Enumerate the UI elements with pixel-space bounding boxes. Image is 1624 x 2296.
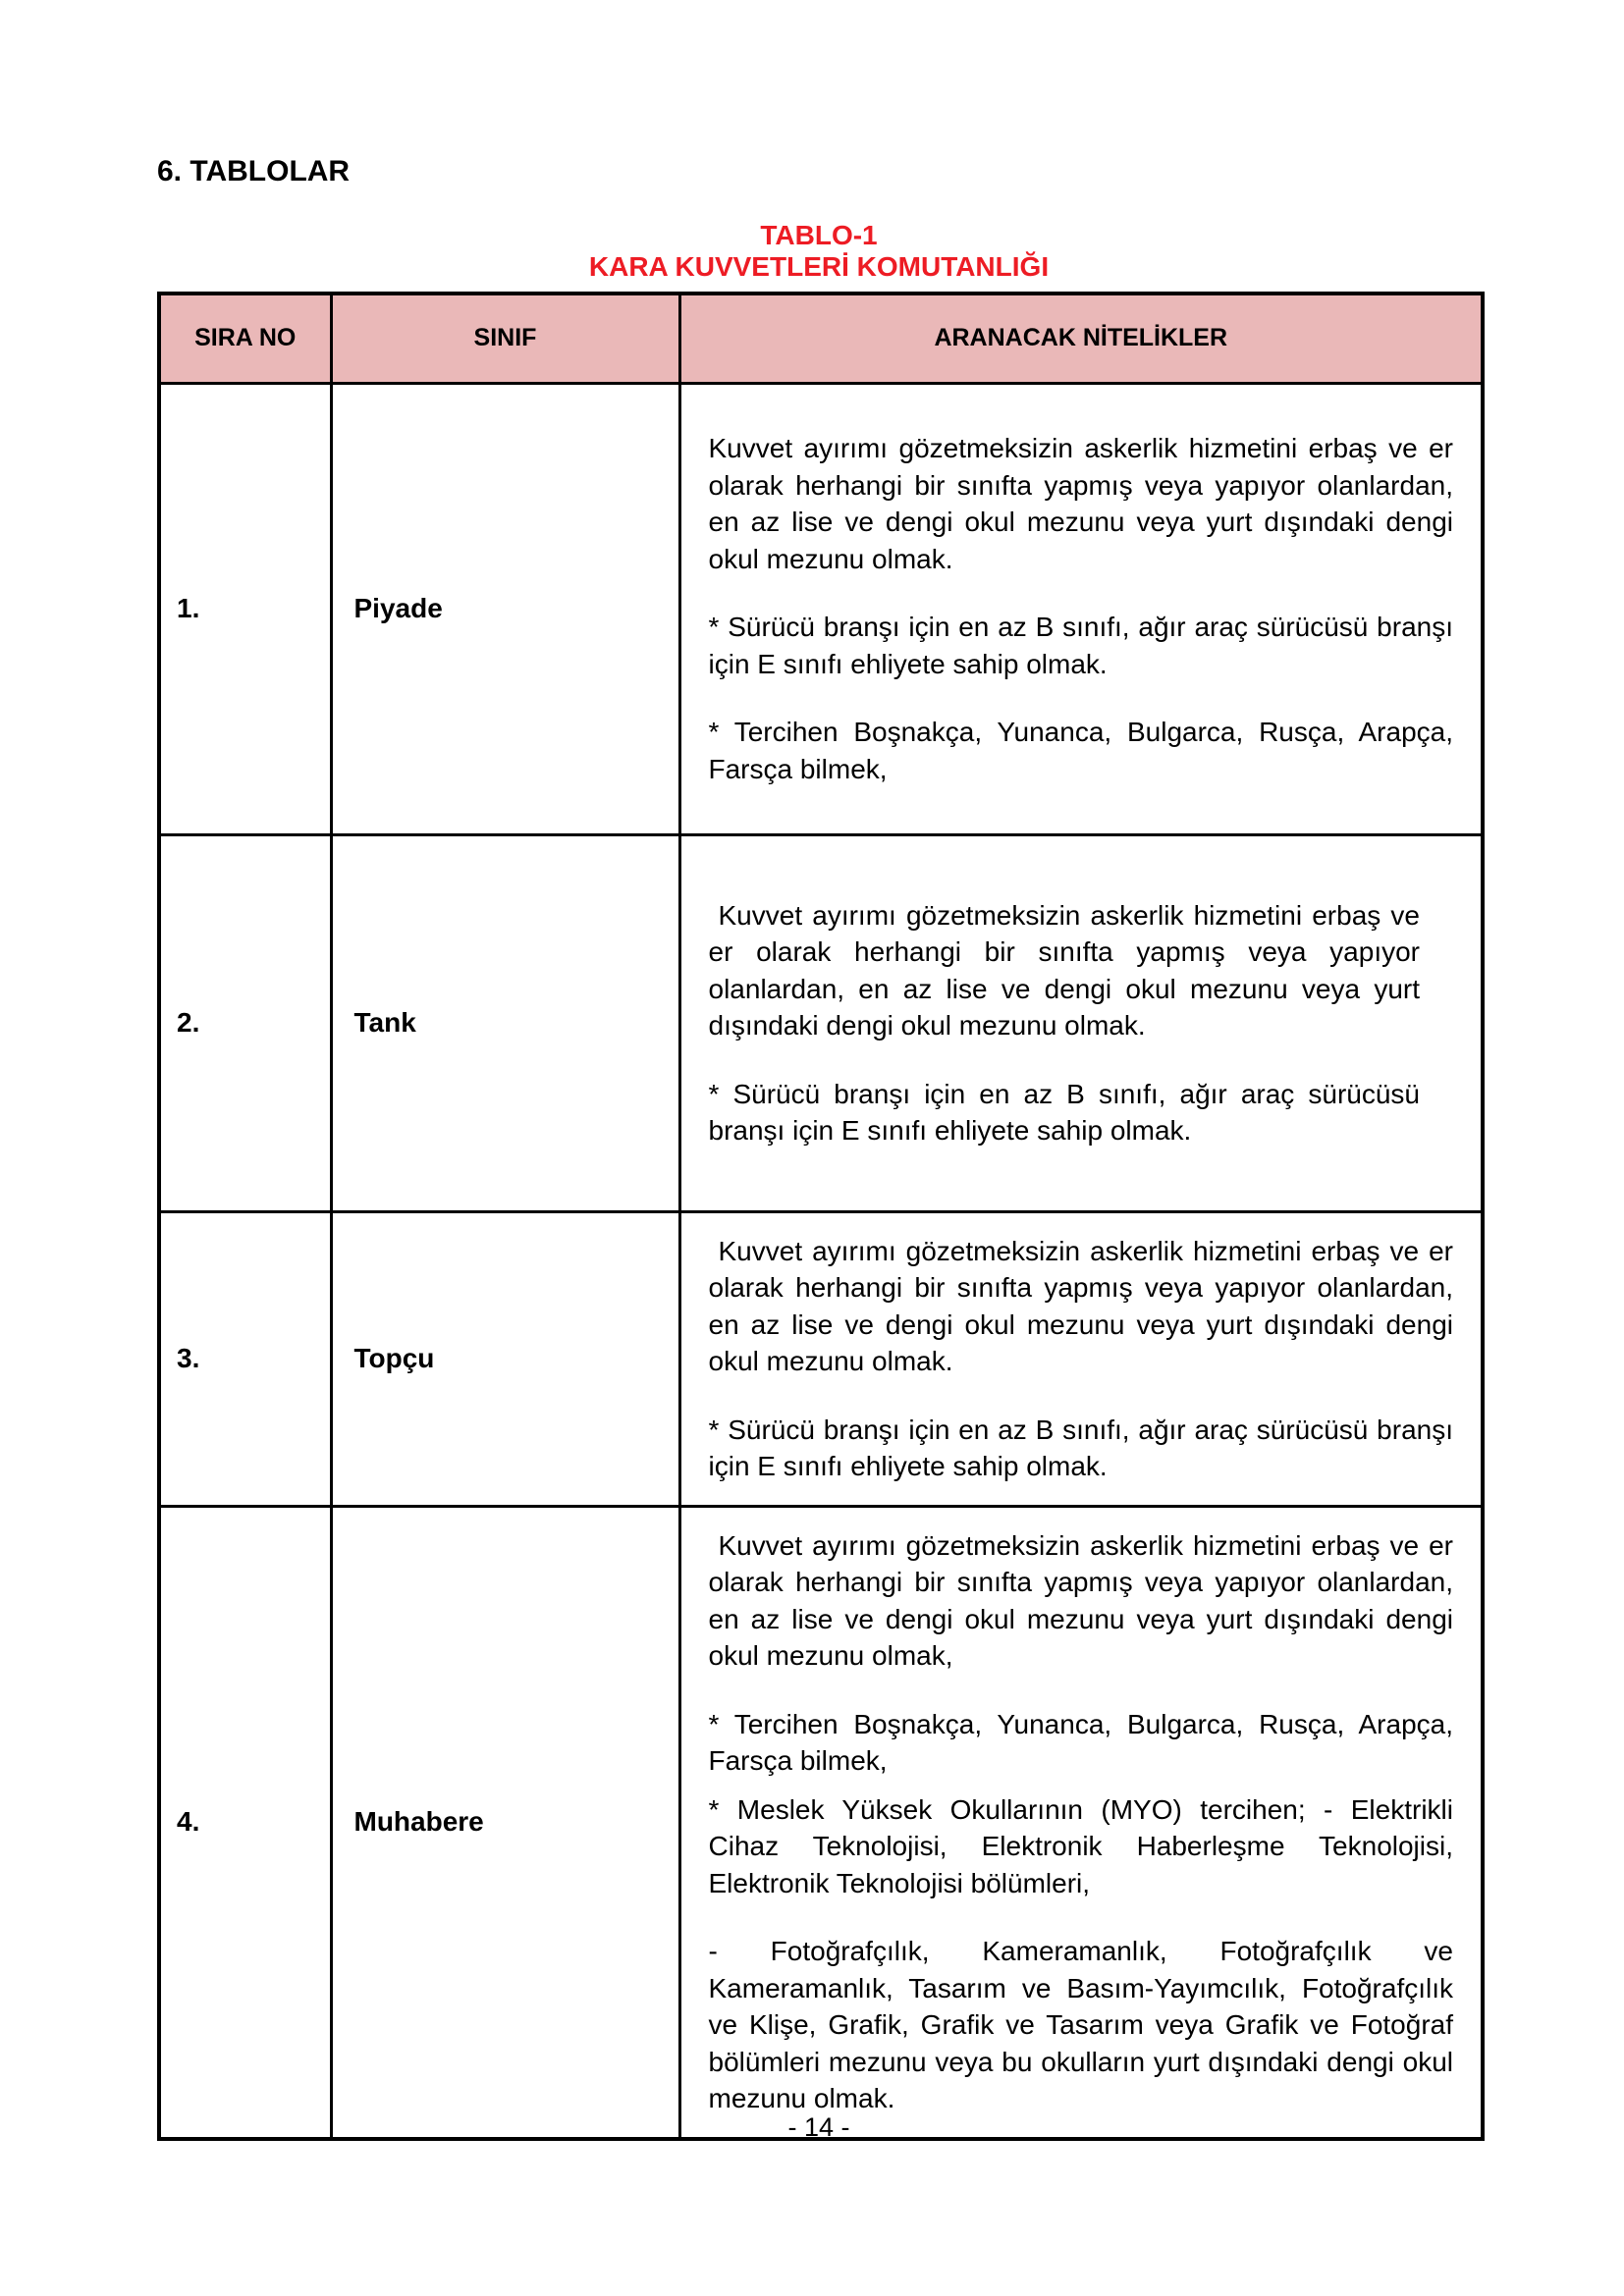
sira-no-cell: 1. <box>159 383 331 834</box>
sira-no-cell: 3. <box>159 1211 331 1506</box>
sira-no-cell: 4. <box>159 1506 331 2139</box>
paragraph: - Fotoğrafçılık, Kameramanlık, Fotoğrafçılık ve Kameramanlık, Tasarım ve Basım-Yayımcılık, Fotoğrafçılık ve Klişe, Grafik, Grafik ve Tasarım veya Grafik ve Fotoğraf bölümleri mezunu veya bu okulların yurt dışındaki dengi okul mezunu olmak. <box>708 1936 1453 2113</box>
table-title <box>157 220 1481 283</box>
paragraph: Kuvvet ayırımı gözetmeksizin askerlik hizmetini erbaş ve er olarak herhangi bir sınıfta yapmış veya yapıyor olanlardan, en az lise ve dengi okul mezunu veya yurt dışındaki dengi okul mezunu olmak, <box>708 1529 1453 1671</box>
paragraph: Kuvvet ayırımı gözetmeksizin askerlik hizmetini erbaş ve er olarak herhangi bir sınıfta yapmış veya yapıyor olanlardan, en az lise ve dengi okul mezunu veya yurt dışındaki dengi okul mezunu olmak. <box>708 433 1453 574</box>
sinif-cell: Muhabere <box>331 1506 679 2139</box>
kkk-table <box>157 292 1485 2141</box>
sinif-cell: Tank <box>331 834 679 1211</box>
nitelikler-cell <box>679 383 1483 834</box>
paragraph: * Meslek Yüksek Okullarının (MYO) tercihen; - Elektrikli Cihaz Teknolojisi, Elektronik Haberleşme Teknolojisi, Elektronik Teknolojisi bölümleri, <box>708 1793 1453 1898</box>
table-header-row <box>159 294 1483 383</box>
paragraph: Kuvvet ayırımı gözetmeksizin askerlik hizmetini erbaş ve er olarak herhangi bir sınıfta yapmış veya yapıyor olanlardan, en az lise ve dengi okul mezunu veya yurt dışındaki dengi okul mezunu olmak. <box>708 1235 1453 1376</box>
table-row-muhabere <box>159 1506 1483 2139</box>
header-aranacak-nitelikler: ARANACAK NİTELİKLER <box>679 294 1483 383</box>
sinif-cell: Piyade <box>331 383 679 834</box>
section-heading: 6. TABLOLAR <box>157 155 351 187</box>
paragraph: * Sürücü branşı için en az B sınıfı, ağır araç sürücüsü branşı için E sınıfı ehliyete sahip olmak. <box>708 1414 1453 1481</box>
sira-no-cell: 2. <box>159 834 331 1211</box>
paragraph: * Tercihen Boşnakça, Yunanca, Bulgarca, Rusça, Arapça, Farsça bilmek, <box>708 1708 1453 1776</box>
table-title-line1: TABLO-1 <box>760 220 878 250</box>
header-sinif: SINIF <box>331 294 679 383</box>
nitelikler-cell <box>679 834 1483 1211</box>
table-title-line2: KARA KUVVETLERİ KOMUTANLIĞI <box>588 251 1050 282</box>
sinif-cell: Topçu <box>331 1211 679 1506</box>
paragraph: Kuvvet ayırımı gözetmeksizin askerlik hizmetini erbaş ve er olarak herhangi bir sınıfta yapmış veya yapıyor olanlardan, en az lise ve dengi okul mezunu veya yurt dışındaki dengi okul mezunu olmak. <box>708 899 1420 1041</box>
paragraph: * Tercihen Boşnakça, Yunanca, Bulgarca, Rusça, Arapça, Farsça bilmek, <box>708 717 1453 784</box>
paragraph: * Sürücü branşı için en az B sınıfı, ağır araç sürücüsü branşı için E sınıfı ehliyete sahip olmak. <box>708 612 1453 679</box>
header-sira-no: SIRA NO <box>159 294 331 383</box>
table-row-topcu <box>159 1211 1483 1506</box>
nitelikler-cell <box>679 1211 1483 1506</box>
table-row-piyade <box>159 383 1483 834</box>
nitelikler-cell <box>679 1506 1483 2139</box>
table-row-tank <box>159 834 1483 1211</box>
paragraph: * Sürücü branşı için en az B sınıfı, ağır araç sürücüsü branşı için E sınıfı ehliyete sahip olmak. <box>708 1078 1420 1146</box>
page-number: - 14 - <box>787 2112 850 2142</box>
